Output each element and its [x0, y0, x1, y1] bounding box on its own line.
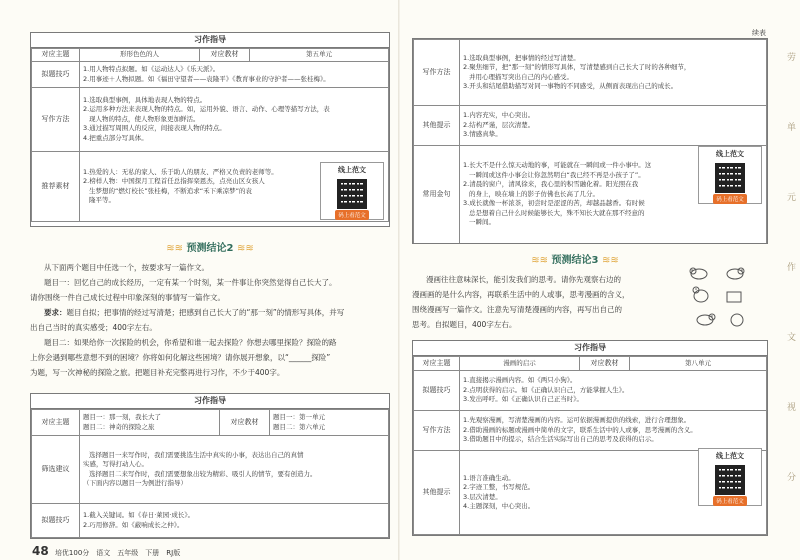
page-number: 48 [32, 544, 49, 558]
box-title: 习作指导 [413, 341, 767, 356]
filter-line: （下面内容以题目一为例进行指导） [83, 479, 187, 487]
method-line: 2.聚焦细节，把“那一刻”的情形写具体，写清楚感到自己长大了时的各种细节， [463, 63, 691, 71]
tip-line: 2.结构严谨，层次清楚。 [463, 120, 535, 129]
wave-deco-icon: ≋≋ [531, 255, 549, 266]
box-title: 习作指导 [31, 33, 389, 48]
quote-line: 2.清晨的窗户，清风徐来，我心里的积雪融化着。阳光照在我 [463, 180, 639, 189]
material-line: 2.榜样人物：中国探月工程首任总指挥栾恩杰，点亮山区女孩人 [83, 177, 265, 185]
side-strip [780, 20, 800, 540]
req-label: 要求： [44, 308, 67, 317]
material-line: 1.热爱的人：无私的家人、乐于助人的朋友、严格又负责的老师等。 [83, 167, 278, 176]
material-line: 隆平等。 [89, 196, 115, 204]
writing-guide-box-4 [412, 340, 768, 536]
guide-table-3 [413, 39, 767, 244]
tip-line: 1.内容充实，中心突出。 [463, 111, 535, 120]
tip-line: 2.巧用修辞。如《蔽响成长之仲》。 [83, 520, 184, 529]
wave-deco-icon: ≋≋ [166, 243, 184, 254]
method-line: 2.借助漫画的标题或漫画中简单的文字，联系生活中的人或事，思考漫画的含义。 [463, 425, 697, 434]
side-char: 分 [786, 473, 796, 483]
comic-illustration [685, 262, 763, 332]
filter-line: 选择题目一来写作时，我们需要挑选生活中真实的小事，表达出自己的真情 [89, 450, 304, 459]
side-char: 单 [786, 123, 796, 133]
method-line: 并用心理描写突出自己的内心感受。 [469, 72, 573, 81]
label-title-tips: 拟题技巧 [32, 504, 80, 538]
page-footer [32, 544, 180, 558]
quote-line: 总是想着自己什么时候能够长大，殊不知长大就在那不经意的 [469, 208, 645, 217]
heading-text: 预测结论3 [551, 255, 599, 266]
qr-sample-card-2[interactable] [698, 146, 762, 204]
label-theme: 对应主题 [32, 410, 80, 436]
side-char: 劳 [786, 53, 796, 63]
qr-title: 线上范文 [716, 452, 744, 460]
writing-guide-box-3 [412, 38, 768, 244]
writing-guide-box-2 [30, 393, 390, 539]
tip-line: 3.情感真挚。 [463, 130, 502, 139]
qr-tag: 码上看范文 [713, 496, 747, 506]
label-writing-method: 写作方法 [414, 40, 460, 106]
qr-sample-card-1[interactable] [320, 162, 384, 220]
qr-code-icon[interactable] [715, 163, 745, 193]
method-line: 3.通过描写周围人的反应，间接表现人物的特点。 [83, 124, 226, 133]
quote-line: 的身上，映在墙上的影子仿佛也长高了几分。 [469, 189, 599, 198]
tip-line: 4.主题深刻，中心突出。 [463, 502, 535, 510]
theme-value: 题目一：那一刻，我长大了 [83, 413, 161, 421]
prose-line: 漫画往往意味深长，能引发我们的思考。请你先观察右边的 [426, 275, 621, 284]
prose-line [30, 305, 392, 320]
footer-text: 培优100分 语文 五年级 下册 RJ版 [54, 549, 181, 557]
side-char: 作 [786, 263, 796, 273]
side-char: 元 [786, 193, 796, 203]
quote-line: 一瞬间。 [469, 218, 495, 227]
heading-text: 预测结论2 [186, 243, 234, 254]
prose-line: 漫画画的是什么内容，再联系生活中的人或事，思考漫画的含义， [412, 290, 630, 299]
material-line: 生梦想的“燃灯校长”张桂梅，不断追求“禾下乘凉梦”的袁 [89, 186, 252, 195]
filter-line: 实感，写得打动人心。 [83, 460, 148, 468]
theme-value: 形形色色的人 [80, 49, 200, 62]
qr-code-icon[interactable] [337, 179, 367, 209]
side-char: 视 [786, 403, 796, 413]
box-title: 习作指导 [31, 394, 389, 409]
method-line: 现人物的特点，使人物形象更加鲜活。 [89, 114, 200, 123]
quote-line: 3.成长就像一杯浓茶，初尝时是涩涩的苦，却越品越香。有时候 [463, 199, 645, 208]
theme-value: 漫画的启示 [460, 357, 580, 371]
tip-line: 1.截入关键词。如《春日·萊园·成长》。 [83, 511, 195, 519]
method-line: 1.选取典型事例，具体地表现人物的特点。 [83, 95, 207, 104]
tip-line: 1.用人物特点拟题。如《运动达人》《乐天派》。 [83, 65, 220, 73]
label-other-tips: 其他提示 [414, 451, 460, 535]
tip-line: 3.层次清楚。 [463, 492, 502, 501]
label-materials: 推荐素材 [32, 152, 80, 222]
label-theme: 对应主题 [32, 49, 80, 62]
label-theme: 对应主题 [414, 357, 460, 371]
label-title-tips: 拟题技巧 [414, 371, 460, 411]
method-line: 2.运用多种方法来表现人物的特点。如，运用外貌、语言、动作、心理等描写方法，表 [83, 105, 330, 114]
qr-title: 线上范文 [716, 150, 744, 158]
label-textbook: 对应教材 [200, 49, 250, 62]
label-writing-method: 写作方法 [414, 411, 460, 451]
prose-line: 题目二：如果给你一次探险的机会，你希望和谁一起去探险？你想去哪里探险？探险的路 [44, 338, 337, 347]
guide-table-4 [413, 356, 767, 535]
filter-line: 选择题目二来写作时，我们需要想象出较为精彩、吸引人的情节，要有创造力。 [89, 469, 317, 478]
qr-tag: 码上看范文 [335, 210, 369, 220]
method-line: 1.先观察漫画，写清楚漫画的内容。运可依据漫画提供的线索，进行合理想象。 [463, 416, 691, 425]
theme-value: 题目二：神奇的探险之旅 [83, 422, 155, 431]
wave-deco-icon: ≋≋ [236, 243, 254, 254]
prose-line: 围绕漫画写一篇作文。注意先写清楚漫画的内容，再写出自己的 [412, 305, 622, 314]
tip-line: 2.用事迹＋人物拟题。如《福田守望者——袁隆平》《教育事业的守护者——张桂梅》。 [83, 74, 330, 83]
label-textbook: 对应教材 [580, 357, 630, 371]
tip-line: 1.直接揭示漫画内容。如《两只小狗》。 [463, 376, 577, 385]
req-text: 题目自拟；把事情的经过写清楚；把感到自己长大了的“那一刻”的情形写具体，并写 [66, 308, 345, 317]
tip-line: 1.语言准确生动。 [463, 473, 515, 482]
method-line: 3.开头和结尾借助描写对同一事物的不同感受，从侧面表现出自己的成长。 [463, 82, 678, 90]
prose-line: 出自己当时的真实感受；400字左右。 [30, 323, 157, 332]
section-heading-3 [510, 253, 640, 269]
textbook-value: 第五单元 [250, 49, 389, 62]
label-golden-lines: 常用金句 [414, 146, 460, 244]
label-filter: 筛选建议 [32, 436, 80, 504]
label-writing-method: 写作方法 [32, 88, 80, 152]
tip-line: 2.字迹工整，书写规范。 [463, 483, 535, 491]
side-char: 文 [786, 333, 796, 343]
label-other-tips: 其他提示 [414, 106, 460, 146]
label-textbook: 对应教材 [220, 410, 270, 436]
label-title-tips: 拟题技巧 [32, 62, 80, 88]
prompt-prose-3 [412, 272, 682, 332]
prose-line: 请你围绕一件自己成长过程中印象深刻的事情写一篇作文。 [30, 293, 225, 302]
prompt-prose-2 [30, 260, 392, 380]
method-line: 4.把重点部分写具体。 [83, 133, 148, 142]
right-page [400, 0, 800, 560]
prose-line: 从下面两个题目中任选一个，按要求写一篇作文。 [44, 263, 209, 272]
qr-code-icon[interactable] [715, 465, 745, 495]
prose-line: 为题，写一次神秘的探险之旅。把题目补充完整再进行习作，不少于400字。 [30, 368, 285, 377]
qr-tag: 码上看范文 [713, 194, 747, 204]
textbook-value: 题目二：第六单元 [273, 422, 325, 431]
qr-title: 线上范文 [338, 166, 366, 174]
prose-line: 上你会遇到哪些意想不到的困境？你将如何化解这些困境？请你展开想象，以“______探险” [30, 353, 331, 362]
guide-table-2 [31, 409, 389, 538]
prose-line: 题目一：回忆自己的成长经历，一定有某一个时刻，某一件事让你突然觉得自己长大了。 [44, 278, 337, 287]
wave-deco-icon: ≋≋ [601, 255, 619, 266]
quote-line: 一瞬间或这件小事会让你忽然明白“我已经不再是小孩子了”。 [469, 170, 645, 179]
tip-line: 2.点明获得的启示。如《正确认识自己，方能掌握人生》。 [463, 385, 629, 394]
method-line: 1.选取典型事例，把事情的经过写清楚。 [463, 53, 580, 62]
quote-line: 1.长大不是什么惊天动地的事，可能就在一瞬间或一件小事中。这 [463, 161, 652, 170]
tip-line: 3.发出呼吁。如《正确认识自己正当时》。 [463, 395, 583, 404]
textbook-value: 第八单元 [630, 357, 767, 371]
textbook-value: 题目一：第一单元 [273, 413, 325, 421]
section-heading-2 [150, 241, 270, 257]
method-line: 3.借助题目中的提示，结合生活实际写出自己的思考及获得的启示。 [463, 435, 658, 444]
qr-sample-card-3[interactable] [698, 448, 762, 506]
continued-label: 续表 [752, 29, 766, 37]
prose-line: 思考。自拟题目，400字左右。 [412, 320, 517, 329]
